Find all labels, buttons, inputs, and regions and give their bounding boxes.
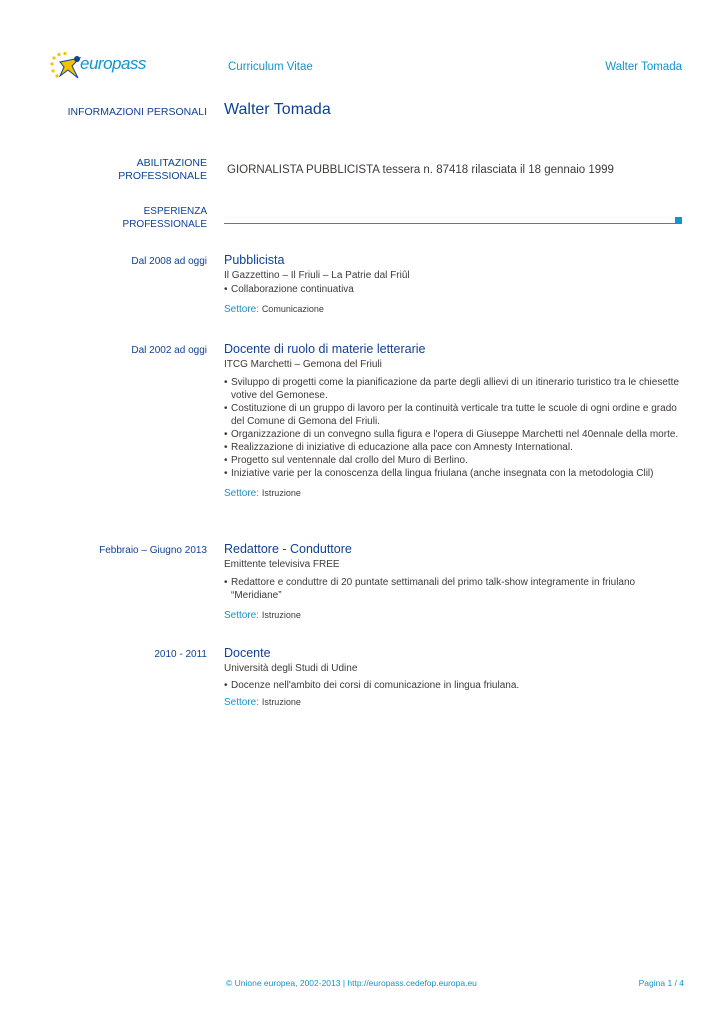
job-bullet: • Realizzazione di iniziative di educazione alla pace con Amnesty International.	[224, 441, 686, 454]
job-entry	[224, 253, 686, 315]
job-bullet: • Progetto sul ventennale dal crollo del Muro di Berlino.	[224, 454, 686, 467]
job-settore	[224, 610, 686, 621]
job-employer: Il Gazzettino – Il Friuli – La Patrie dal Friûl	[224, 270, 410, 281]
settore-value: Comunicazione	[261, 304, 324, 314]
job-date: 2010 - 2011	[154, 649, 207, 660]
job-bullet: • Redattore e conduttre di 20 puntate settimanali del primo talk-show integramente in friulano “Meridiane”	[224, 576, 686, 602]
settore-value: Istruzione	[261, 488, 301, 498]
job-date: Dal 2002 ad oggi	[131, 345, 207, 356]
job-entry	[224, 542, 686, 621]
abilitazione-label-line1: ABILITAZIONE	[136, 157, 207, 169]
job-title: Pubblicista	[224, 253, 285, 267]
abilitazione-text: GIORNALISTA PUBBLICISTA tessera n. 87418 rilasciata il 18 gennaio 1999	[227, 164, 614, 176]
europass-wordmark: europass	[80, 54, 146, 73]
personal-info-label: INFORMAZIONI PERSONALI	[67, 106, 207, 118]
job-employer: Emittente televisiva FREE	[224, 559, 340, 570]
job-bullet: • Sviluppo di progetti come la pianificazione da parte degli allievi di un itinerario turistico tra le chiesette votive del Gemonese.	[224, 376, 686, 402]
job-entry	[224, 342, 686, 499]
job-title: Docente di ruolo di materie letterarie	[224, 342, 426, 356]
header-person-name: Walter Tomada	[605, 61, 682, 73]
settore-value: Istruzione	[261, 697, 301, 707]
job-settore	[224, 488, 686, 499]
settore-label: Settore:	[224, 697, 260, 708]
europass-star-figure-icon	[50, 52, 84, 82]
job-settore	[224, 304, 686, 315]
job-entry	[224, 646, 686, 708]
esperienza-label-line2: PROFESSIONALE	[122, 218, 207, 230]
abilitazione-label	[118, 157, 207, 183]
job-bullets	[224, 679, 686, 692]
job-date: Dal 2008 ad oggi	[131, 256, 207, 267]
doc-title: Curriculum Vitae	[228, 61, 313, 73]
settore-label: Settore:	[224, 488, 260, 499]
job-bullets	[224, 576, 686, 602]
job-employer: Università degli Studi di Udine	[224, 663, 358, 674]
esperienza-label	[123, 206, 207, 231]
job-bullets	[224, 283, 686, 296]
abilitazione-label-line2: PROFESSIONALE	[118, 170, 207, 182]
footer-page-number: Pagina 1 / 4	[638, 978, 684, 988]
settore-label: Settore:	[224, 610, 260, 621]
esperienza-label-line1: ESPERIENZA	[143, 206, 207, 217]
job-bullet: • Docenze nell'ambito dei corsi di comunicazione in lingua friulana.	[224, 679, 686, 692]
section-divider	[224, 223, 677, 224]
person-name: Walter Tomada	[224, 101, 331, 118]
settore-value: Istruzione	[261, 610, 301, 620]
europass-logo	[50, 50, 150, 84]
settore-label: Settore:	[224, 304, 260, 315]
job-settore	[224, 697, 686, 708]
job-bullet: • Costituzione di un gruppo di lavoro per la continuità verticale tra tutte le scuole di ogni ordine e grado del Comune di Gemona del Friuli.	[224, 402, 686, 428]
job-employer: ITCG Marchetti – Gemona del Friuli	[224, 359, 382, 370]
section-divider-marker	[675, 217, 682, 224]
job-title: Redattore - Conduttore	[224, 542, 352, 556]
job-bullet: • Organizzazione di un convegno sulla figura e l'opera di Giuseppe Marchetti nel 40ennale della morte.	[224, 428, 686, 441]
job-bullet: • Iniziative varie per la conoscenza della lingua friulana (anche insegnata con la metodologia Clil)	[224, 467, 686, 480]
footer-copyright: © Unione europea, 2002-2013 | http://europass.cedefop.europa.eu	[226, 978, 477, 988]
job-date: Febbraio – Giugno 2013	[99, 545, 207, 556]
job-title: Docente	[224, 646, 271, 660]
job-bullets	[224, 376, 686, 480]
job-bullet: • Collaborazione continuativa	[224, 283, 686, 296]
